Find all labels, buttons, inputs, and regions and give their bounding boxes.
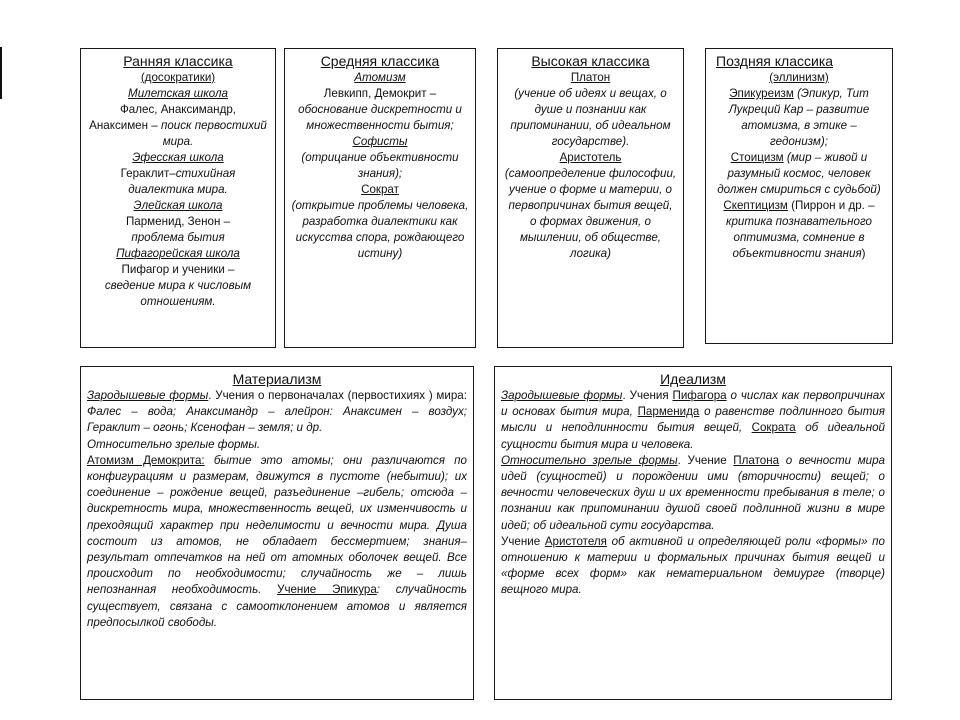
aristotle-heading: Аристотель: [559, 151, 622, 164]
socrates-name: Сократа: [751, 421, 796, 435]
materialism-title: Материализм: [232, 371, 322, 387]
ephesian-line: [87, 166, 269, 198]
materialism-p1: [87, 388, 467, 437]
milesian-people: Фалес, Анаксимандр,: [119, 103, 237, 116]
materialism-mature-label: Относительно зрелые формы.: [87, 437, 261, 451]
materialism-p1-items: Фалес – вода; Анаксимандр – алейрон: Анаксимен – воздух; Гераклит – огонь; Ксенофан – земля; и др.: [87, 405, 467, 435]
stoicism-heading: Стоицизм: [730, 151, 784, 164]
aristotle-desc: (самоопределение философии, учение о форме и материи, о первопричинах бытия вещей, о формах движения, о мышлении, об обществе, логика): [504, 167, 677, 260]
atomism-desc: обоснование дискретности и множественности бытия;: [298, 103, 462, 132]
eleatic-desc: проблема бытия: [131, 231, 225, 244]
idealism-p3: [501, 534, 885, 599]
ephesian-desc: стихийная диалектика мира.: [128, 167, 236, 196]
idealism-p3-b: об активной и определяющей роли «формы» по отношению к материи и формальных причинах бытия вещей и «форме всех форм» как нематериальном демиурге (творце) вещного мира.: [501, 534, 886, 597]
milesian-school: Милетская школа: [128, 87, 228, 100]
skepticism-desc: критика познавательного оптимизма, сомнение в объективности знания: [726, 215, 872, 260]
atomism-people: Левкипп, Демокрит –: [323, 87, 437, 100]
epicureanism-heading: Эпикуреизм: [729, 87, 794, 100]
high-classics-box: [497, 48, 684, 348]
epicureanism-desc: развитие атомизма, в этике – гедонизм);: [741, 103, 870, 148]
epicurus-label: Учение Эпикура: [277, 583, 377, 597]
epicureanism-block: [712, 86, 886, 150]
materialism-embryonic-label: Зародышевые формы: [87, 389, 209, 402]
early-classics-box: [80, 48, 276, 348]
idealism-p1-c: о равенстве подлинного бытия мысли и неподлинности бытия вещей,: [501, 405, 885, 435]
stoicism-block: [712, 150, 886, 198]
socrates-desc: (открытие проблемы человека, разработка диалектики как искусства спора, рождающего истину): [291, 199, 469, 260]
idealism-p2: [501, 453, 885, 534]
milesian-line: [87, 118, 269, 150]
late-classics-box: [705, 48, 893, 344]
early-classics-title: Ранняя классика: [123, 53, 233, 69]
idealism-box: [494, 366, 892, 700]
high-classics-title: Высокая классика: [531, 53, 650, 69]
plato-desc: (учение об идеях и вещах, о душе и познании как припоминании, об идеальном государстве).: [510, 87, 671, 148]
milesian-people-2: Анаксимен –: [89, 119, 161, 132]
skepticism-people: (Пиррон и др. –: [787, 199, 875, 212]
pythagorean-desc: сведение мира к числовым отношениям.: [104, 279, 252, 308]
idealism-title: Идеализм: [660, 371, 726, 387]
plato-name: Платона: [733, 453, 780, 467]
atomism-school: Атомизм: [354, 71, 406, 84]
ephesian-school: Эфесская школа: [132, 151, 224, 164]
idealism-mature-label: Относительно зрелые формы: [501, 453, 678, 467]
middle-classics-title: Средняя классика: [320, 53, 440, 69]
stoicism-desc: (мир – живой и разумный космос, человек должен смириться с судьбой): [717, 151, 881, 196]
democritus-atomism-label: Атомизм Демокрита:: [87, 453, 205, 467]
pythagorean-school: Пифагорейская школа: [116, 247, 240, 260]
materialism-p3: [87, 453, 467, 631]
ephesian-people: Гераклит–: [120, 167, 176, 180]
idealism-p1-a: . Учения: [622, 389, 673, 402]
plato-heading: Платон: [570, 71, 611, 84]
idealism-p1-b: о числах как первопричинах и основах бытия мира,: [501, 389, 885, 419]
sophists-desc: (отрицание объективности знания);: [301, 151, 459, 180]
idealism-embryonic-label: Зародышевые формы: [501, 389, 623, 402]
left-edge-bar: [0, 47, 2, 99]
pythagoras-name: Пифагора: [672, 389, 727, 402]
idealism-p1-d: об идеальной сущности бытия мира и человека.: [501, 421, 885, 451]
late-classics-title: Поздняя классика: [716, 53, 834, 69]
idealism-p2-b: о вечности мира идей (сущностей) и порождении ими (вторичности) вещей; о вечности человеческих душ и их временности пребывания в теле; о познании как припоминании душой своей подлинной жизни в мире идей; об идеальной сути государства.: [501, 453, 885, 532]
skepticism-block: [712, 198, 886, 262]
skepticism-heading: Скептицизм: [723, 199, 788, 212]
pythagorean-people: Пифагор и ученики –: [121, 263, 235, 276]
sophists-school: Софисты: [352, 135, 408, 148]
idealism-p1: [501, 388, 885, 453]
epicurus-text: : случайность существует, связана с самоотклонением атомов и является предпосылкой свободы.: [87, 583, 467, 629]
milesian-desc: поиск первостихий мира.: [160, 119, 267, 148]
eleatic-school: Элейская школа: [133, 199, 223, 212]
parmenides-name: Парменида: [637, 405, 700, 419]
epicureanism-people: (Эпикур, Тит Лукреций Кар –: [728, 87, 869, 116]
materialism-box: [80, 366, 474, 700]
idealism-p2-a: . Учение: [677, 453, 734, 467]
materialism-p1-text: . Учения о первоначалах (первостихиях ) мира:: [208, 389, 467, 402]
aristotle-name: Аристотеля: [544, 534, 607, 548]
late-subtitle: (эллинизм): [769, 71, 829, 84]
middle-classics-box: [284, 48, 476, 348]
early-subtitle: (досократики): [140, 71, 216, 84]
skepticism-end: ): [861, 247, 866, 260]
idealism-p3-a: Учение: [501, 534, 545, 548]
socrates-heading: Сократ: [361, 183, 399, 196]
democritus-text: бытие это атомы; они различаются по конфигурациям и размерам, движутся в пустоте (небытии); их соединение – рождение вещей, разъединение –гибель; отсюда – дискретность мира, множественность вещей, их изменчивость и преходящий характер при неделимости и вечности мира. Душа состоит из атомов, не обладает бессмертием; знания– результат отпечатков на ней от атомных оболочек вещей. Все происходит по необходимости; случайность же – лишь непознанная необходимость.: [87, 453, 467, 597]
eleatic-people: Парменид, Зенон –: [125, 215, 231, 228]
